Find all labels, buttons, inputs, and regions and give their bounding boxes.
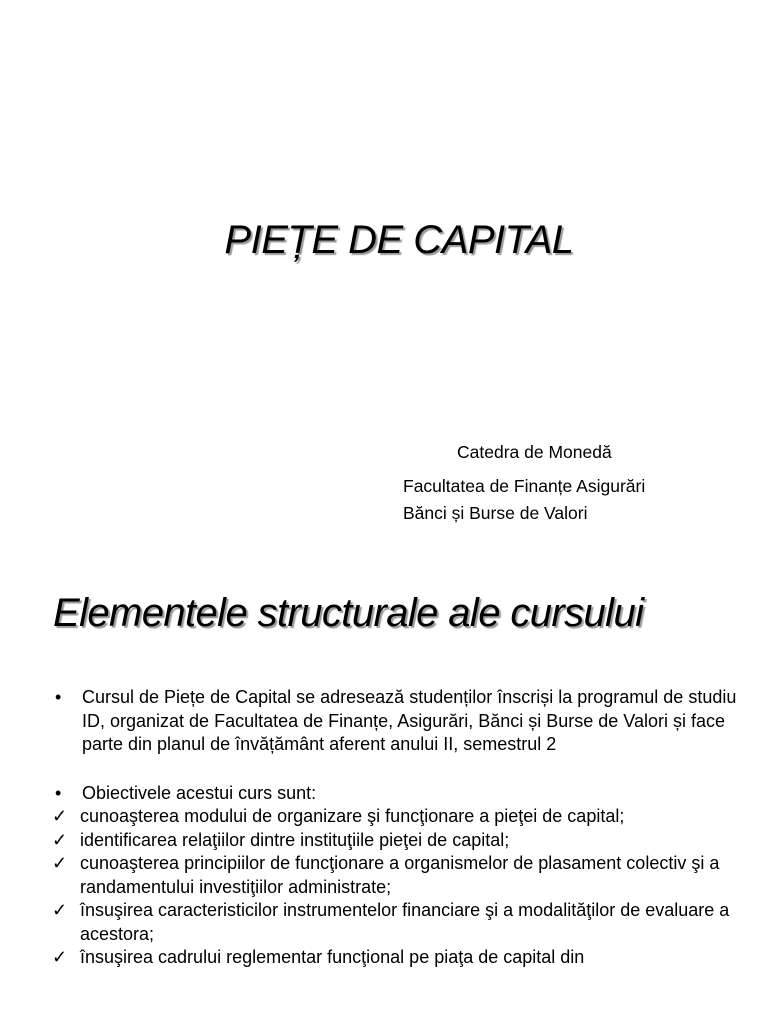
bullet-icon: • [55, 782, 62, 803]
list-item [0, 686, 768, 757]
structure-slide [0, 576, 768, 1024]
objective-text: cunoaşterea modului de organizare şi funcţionare a pieţei de capital; [80, 806, 625, 826]
faculty-name [403, 473, 645, 527]
check-icon: ✓ [52, 853, 68, 873]
course-title: PIEȚE DE CAPITAL [224, 218, 574, 262]
objective-item [0, 852, 768, 899]
check-icon: ✓ [52, 829, 68, 850]
faculty-line-2: Bănci și Burse de Valori [403, 503, 588, 523]
faculty-line-1: Facultatea de Finanțe Asigurări [403, 476, 646, 496]
objective-item [0, 829, 768, 853]
intro-text: Cursul de Piețe de Capital se adresează studenților înscriși la programul de studiu ID, organizat de Facultatea de Finanțe, Asigurări, Bănci și Burse de Valori și face parte din planul de învățământ aferent anului II, semestrul 2 [82, 687, 737, 754]
objective-text: însuşirea caracteristicilor instrumentelor financiare şi a modalităţilor de evaluare a acestora; [80, 900, 730, 944]
department-name: Catedra de Monedă [457, 442, 612, 462]
check-icon: ✓ [52, 900, 68, 920]
objective-text: cunoaşterea principiilor de funcţionare a organismelor de plasament colectiv şi a randamentului investiţiilor administrate; [80, 853, 720, 897]
list-item [0, 782, 768, 806]
slide-title: Elementele structurale ale cursului [53, 591, 644, 635]
objective-text: însuşirea cadrului reglementar funcţional pe piaţa de capital din [80, 947, 585, 967]
check-icon: ✓ [52, 947, 68, 967]
objective-text: identificarea relaţiilor dintre instituţiile pieţei de capital; [80, 829, 510, 850]
list-spacer [0, 757, 768, 782]
content-list [0, 686, 768, 970]
objective-item [0, 946, 768, 970]
objectives-label: Obiectivele acestui curs sunt: [82, 782, 317, 803]
check-icon: ✓ [52, 806, 68, 826]
objective-item [0, 899, 768, 946]
objective-item [0, 805, 768, 829]
bullet-icon: • [55, 687, 62, 707]
